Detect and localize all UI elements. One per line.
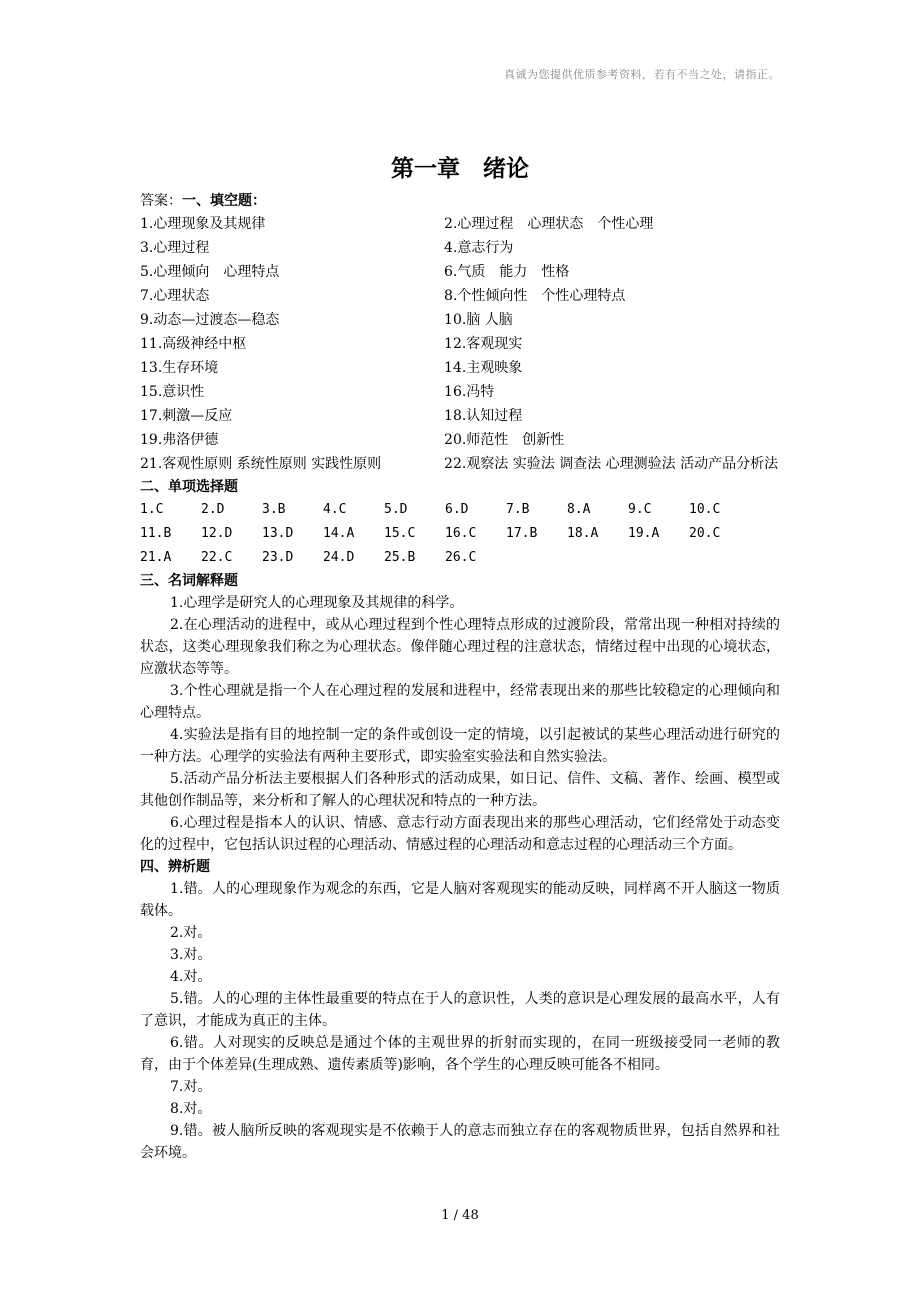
fill-blank-answer: 8.个性倾向性 个性心理特点 [444, 288, 626, 304]
chapter-title: 第一章 绪论 [391, 156, 529, 182]
multiple-choice-row [140, 522, 860, 546]
multiple-choice-answer: 2.D [201, 502, 225, 517]
analysis-paragraph: 3.对。 [170, 947, 212, 963]
fill-blank-answer: 20.师范性 创新性 [444, 432, 565, 448]
header-note: 真诚为您提供优质参考资料，若有不当之处，请指正。 [504, 68, 780, 81]
fill-blank-row [140, 380, 860, 404]
multiple-choice-answer: 21.A [140, 550, 172, 565]
fill-blank-answer: 19.弗洛伊德 [140, 432, 219, 448]
definition-paragraph: 4.实验法是指有目的地控制一定的条件或创设一定的情境，以引起被试的某些心理活动进行研究的一种方法。心理学的实验法有两种主要形式，即实验室实验法和自然实验法。 [140, 727, 780, 765]
multiple-choice-answer: 10.C [689, 502, 721, 517]
analysis-paragraph: 9.错。被人脑所反映的客观现实是不依赖于人的意志而独立存在的客观物质世界，包括自然界和社会环境。 [140, 1123, 780, 1161]
multiple-choice-answer: 13.D [262, 526, 294, 541]
fill-blank-answer: 12.客观现实 [444, 336, 523, 352]
fill-blank-answer: 2.心理过程 心理状态 个性心理 [444, 216, 654, 232]
fill-blank-answer: 11.高级神经中枢 [140, 336, 247, 352]
fill-blank-answer: 15.意识性 [140, 384, 205, 400]
fill-blank-row [140, 428, 860, 452]
fill-blank-answer: 1.心理现象及其规律 [140, 216, 266, 232]
multiple-choice-answer: 23.D [262, 550, 294, 565]
answer-label: 答案： [140, 193, 182, 209]
multiple-choice-answer: 18.A [567, 526, 599, 541]
section-fill-blank-heading [140, 190, 860, 212]
fill-blank-answer: 5.心理倾向 心理特点 [140, 264, 280, 280]
analysis-paragraph: 2.对。 [170, 925, 212, 941]
analysis-paragraph: 7.对。 [170, 1079, 212, 1095]
fill-blank-row [140, 452, 860, 476]
section-title: 一、填空题： [182, 193, 266, 209]
fill-blank-row [140, 260, 860, 284]
fill-blank-answer: 7.心理状态 [140, 288, 210, 304]
fill-blank-answer: 6.气质 能力 性格 [444, 264, 570, 280]
fill-blank-list [140, 212, 860, 476]
definition-paragraph: 6.心理过程是指本人的认识、情感、意志行动方面表现出来的那些心理活动，它们经常处于动态变化的过程中，它包括认识过程的心理活动、情感过程的心理活动和意志过程的心理活动三个方面。 [140, 815, 780, 853]
multiple-choice-answer: 8.A [567, 502, 591, 517]
multiple-choice-answer: 26.C [445, 550, 477, 565]
multiple-choice-answer: 11.B [140, 526, 172, 541]
multiple-choice-answer: 20.C [689, 526, 721, 541]
multiple-choice-answer: 25.B [384, 550, 416, 565]
analysis-paragraph: 6.错。人对现实的反映总是通过个体的主观世界的折射而实现的，在同一班级接受同一老师的教育，由于个体差异(生理成熟、遗传素质等)影响，各个学生的心理反映可能各不相同。 [140, 1035, 780, 1073]
fill-blank-answer: 16.冯特 [444, 384, 495, 400]
multiple-choice-answer: 1.C [140, 502, 164, 517]
definition-paragraph: 2.在心理活动的进程中，或从心理过程到个性心理特点形成的过渡阶段，常常出现一种相对持续的状态，这类心理现象我们称之为心理状态。像伴随心理过程的注意状态，情绪过程中出现的心境状态，应激状态等等。 [140, 617, 780, 677]
section-analysis-heading: 四、辨析题 [140, 859, 210, 875]
page-number: 1 / 48 [441, 1208, 479, 1223]
fill-blank-answer: 22.观察法 实验法 调查法 心理测验法 活动产品分析法 [444, 456, 779, 472]
section-definitions-heading: 三、名词解释题 [140, 573, 238, 589]
definitions-list [140, 592, 860, 856]
multiple-choice-answer: 15.C [384, 526, 416, 541]
multiple-choice-answer: 24.D [323, 550, 355, 565]
multiple-choice-list [140, 498, 860, 570]
analysis-paragraph: 8.对。 [170, 1101, 212, 1117]
fill-blank-row [140, 212, 860, 236]
multiple-choice-row [140, 546, 860, 570]
fill-blank-answer: 18.认知过程 [444, 408, 523, 424]
definition-paragraph: 5.活动产品分析法主要根据人们各种形式的活动成果，如日记、信件、文稿、著作、绘画、模型或其他创作制品等，来分析和了解人的心理状况和特点的一种方法。 [140, 771, 780, 809]
fill-blank-answer: 14.主观映象 [444, 360, 523, 376]
multiple-choice-answer: 9.C [628, 502, 652, 517]
multiple-choice-answer: 17.B [506, 526, 538, 541]
fill-blank-answer: 3.心理过程 [140, 240, 210, 256]
fill-blank-answer: 17.刺激—反应 [140, 408, 233, 424]
multiple-choice-answer: 19.A [628, 526, 660, 541]
fill-blank-row [140, 332, 860, 356]
multiple-choice-answer: 22.C [201, 550, 233, 565]
multiple-choice-answer: 4.C [323, 502, 347, 517]
fill-blank-answer: 9.动态—过渡态—稳态 [140, 312, 280, 328]
fill-blank-row [140, 404, 860, 428]
multiple-choice-answer: 7.B [506, 502, 530, 517]
multiple-choice-answer: 16.C [445, 526, 477, 541]
multiple-choice-answer: 6.D [445, 502, 469, 517]
analysis-paragraph: 1.错。人的心理现象作为观念的东西，它是人脑对客观现实的能动反映，同样离不开人脑这一物质载体。 [140, 881, 780, 919]
multiple-choice-row [140, 498, 860, 522]
fill-blank-row [140, 236, 860, 260]
analysis-list [140, 878, 860, 1164]
fill-blank-answer: 10.脑 人脑 [444, 312, 513, 328]
definition-paragraph: 1.心理学是研究人的心理现象及其规律的科学。 [170, 595, 464, 611]
document-body [140, 190, 860, 1164]
fill-blank-answer: 4.意志行为 [444, 240, 514, 256]
section-multiple-choice-heading: 二、单项选择题 [140, 479, 238, 495]
fill-blank-row [140, 284, 860, 308]
analysis-paragraph: 4.对。 [170, 969, 212, 985]
fill-blank-answer: 13.生存环境 [140, 360, 219, 376]
multiple-choice-answer: 12.D [201, 526, 233, 541]
fill-blank-answer: 21.客观性原则 系统性原则 实践性原则 [140, 456, 382, 472]
multiple-choice-answer: 14.A [323, 526, 355, 541]
multiple-choice-answer: 3.B [262, 502, 286, 517]
fill-blank-row [140, 308, 860, 332]
multiple-choice-answer: 5.D [384, 502, 408, 517]
fill-blank-row [140, 356, 860, 380]
definition-paragraph: 3.个性心理就是指一个人在心理过程的发展和进程中，经常表现出来的那些比较稳定的心理倾向和心理特点。 [140, 683, 780, 721]
analysis-paragraph: 5.错。人的心理的主体性最重要的特点在于人的意识性，人类的意识是心理发展的最高水平，人有了意识，才能成为真正的主体。 [140, 991, 780, 1029]
